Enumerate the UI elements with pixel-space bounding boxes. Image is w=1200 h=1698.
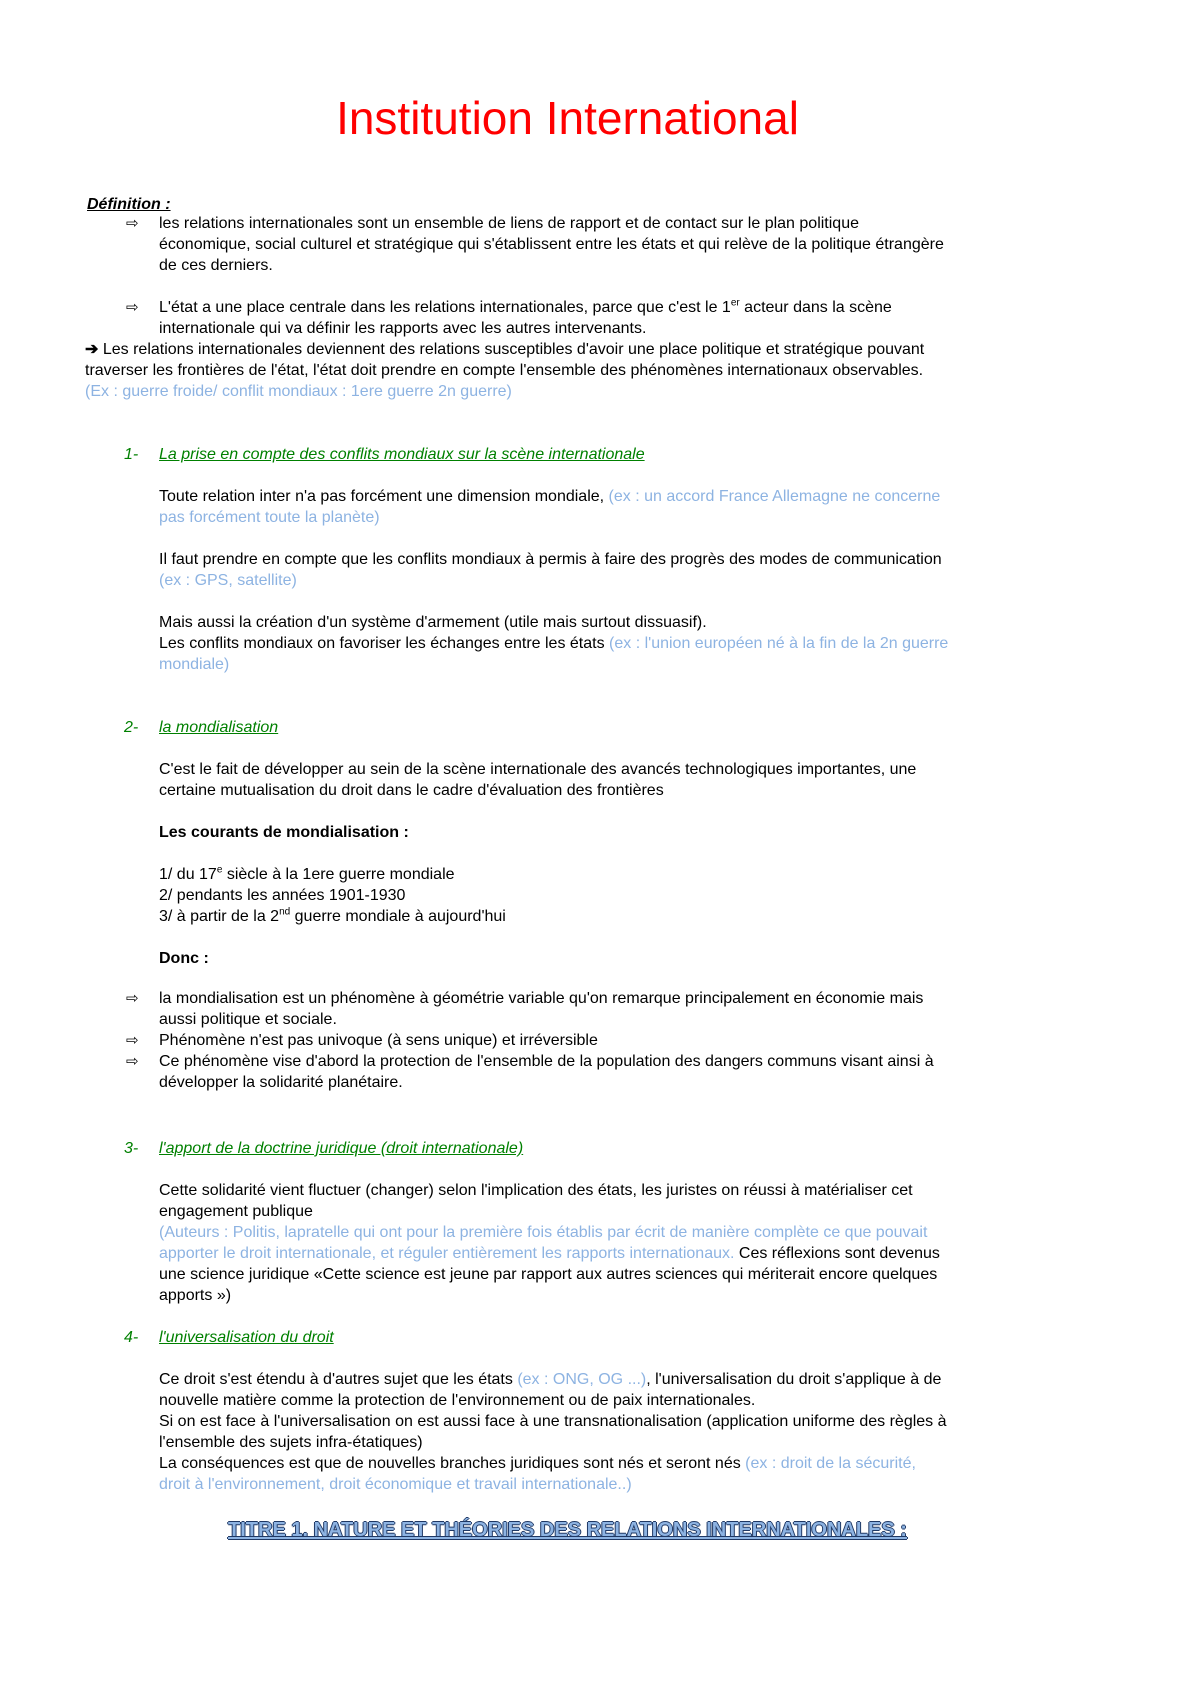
- arrow-bullet-icon: ⇨: [126, 1053, 139, 1070]
- donc-bullet3-line1: Ce phénomène vise d'abord la protection de l'ensemble de la population des dangers communs visant ainsi à: [159, 1053, 934, 1070]
- section1-p2-example: (ex : GPS, satellite): [159, 572, 297, 589]
- courant-1: 1/ du 17e siècle à la 1ere guerre mondiale: [159, 864, 455, 883]
- donc-bullet1-line2: aussi politique et sociale.: [159, 1011, 337, 1028]
- section4-line6: droit à l'environnement, droit économique et travail internationale..): [159, 1476, 632, 1493]
- section1-number: 1-: [124, 446, 139, 463]
- courant-2: 2/ pendants les années 1901-1930: [159, 887, 406, 904]
- section4-line2: nouvelle matière comme la protection de l'environnement ou de paix internationales.: [159, 1392, 756, 1409]
- courant-3: 3/ à partir de la 2nd guerre mondiale à aujourd'hui: [159, 906, 506, 925]
- donc-bullet2: Phénomène n'est pas univoque (à sens unique) et irréversible: [159, 1032, 598, 1049]
- section3-example-line2: apporter le droit internationale, et réguler entièrement les rapports internationaux. Ces réflexions sont devenus: [159, 1245, 940, 1262]
- arrow-bullet-icon: ⇨: [126, 299, 139, 316]
- section2-heading: la mondialisation: [159, 719, 279, 736]
- section1-p3-line2: Les conflits mondiaux on favoriser les échanges entre les états (ex : l'union européen né à la fin de la 2n guerre: [159, 635, 949, 652]
- donc-bullet1-line1: la mondialisation est un phénomène à géométrie variable qu'on remarque principalement en économie mais: [159, 990, 924, 1007]
- intro-example: (Ex : guerre froide/ conflit mondiaux : 1ere guerre 2n guerre): [85, 383, 512, 400]
- section4-heading: l'universalisation du droit: [159, 1329, 334, 1346]
- section1-p1-line1: Toute relation inter n'a pas forcément une dimension mondiale, (ex : un accord France Allemagne ne concerne: [159, 488, 941, 505]
- section4-line3: Si on est face à l'universalisation on est aussi face à une transnationalisation (application uniforme des règles à: [159, 1413, 947, 1430]
- donc-bullet3-line2: développer la solidarité planétaire.: [159, 1074, 403, 1091]
- section3-p1-line1: Cette solidarité vient fluctuer (changer) selon l'implication des états, les juristes on réussi à matérialiser cet: [159, 1182, 913, 1199]
- section1-p1-line2: pas forcément toute la planète): [159, 509, 380, 526]
- document-title: Institution International: [336, 92, 799, 144]
- arrow-bullet-icon: ⇨: [126, 1032, 139, 1049]
- section1-p2-line1: Il faut prendre en compte que les conflits mondiaux à permis à faire des progrès des modes de communication: [159, 551, 942, 568]
- intro-bullet2-line1: L'état a une place centrale dans les relations internationales, parce que c'est le 1er acteur dans la scène: [159, 297, 892, 316]
- section2-p1-line2: certaine mutualisation du droit dans le cadre d'évaluation des frontières: [159, 782, 664, 799]
- intro-bullet1-line1: les relations internationales sont un ensemble de liens de rapport et de contact sur le plan politique: [159, 215, 859, 232]
- section4-line4: l'ensemble des sujets infra-étatiques): [159, 1434, 423, 1451]
- intro-bullet2-line2: internationale qui va définir les rapports avec les autres intervenants.: [159, 320, 647, 337]
- section2-number: 2-: [124, 719, 139, 736]
- intro-conclusion-line1: ➔ Les relations internationales deviennent des relations susceptibles d'avoir une place politique et stratégique pouvant: [85, 341, 925, 358]
- section1-heading: La prise en compte des conflits mondiaux sur la scène internationale: [159, 446, 645, 463]
- section4-number: 4-: [124, 1329, 139, 1346]
- section3-p2-line2: une science juridique «Cette science est jeune par rapport aux autres sciences qui mériterait encore quelques: [159, 1266, 938, 1283]
- bold-arrow-icon: ➔: [85, 341, 99, 358]
- donc-label: Donc :: [159, 950, 209, 967]
- section4-line5: La conséquences est que de nouvelles branches juridiques sont nés et seront nés (ex : droit de la sécurité,: [159, 1455, 916, 1472]
- section2-p1-line1: C'est le fait de développer au sein de la scène internationale des avancés technologiques importantes, une: [159, 761, 917, 778]
- intro-bullet1-line2: économique, social culturel et stratégique qui s'établissent entre les états et qui relève de la politique étrangère: [159, 236, 944, 253]
- section3-heading: l'apport de la doctrine juridique (droit internationale): [159, 1140, 524, 1157]
- section3-p1-line2: engagement publique: [159, 1203, 313, 1220]
- courants-label: Les courants de mondialisation :: [159, 824, 409, 841]
- definition-label: Définition :: [87, 196, 171, 213]
- section4-line1: Ce droit s'est étendu à d'autres sujet que les états (ex : ONG, OG ...), l'universalisation du droit s'applique à de: [159, 1371, 942, 1388]
- section1-p3-line1: Mais aussi la création d'un système d'armement (utile mais surtout dissuasif).: [159, 614, 707, 631]
- section3-example-line1: (Auteurs : Politis, lapratelle qui ont pour la première fois établis par écrit de manière complète ce que pouvait: [159, 1224, 928, 1241]
- intro-bullet1-line3: de ces derniers.: [159, 257, 273, 274]
- titre-heading: TITRE 1. NATURE ET THÉORIES DES RELATIONS INTERNATIONALES :: [228, 1519, 907, 1541]
- arrow-bullet-icon: ⇨: [126, 990, 139, 1007]
- intro-conclusion-line2: traverser les frontières de l'état, l'état doit prendre en compte l'ensemble des phénomènes internationaux observables.: [85, 362, 924, 379]
- arrow-bullet-icon: ⇨: [126, 215, 139, 232]
- section3-p2-line3: apports »): [159, 1287, 232, 1304]
- section3-number: 3-: [124, 1140, 139, 1157]
- section1-p3-line3: mondiale): [159, 656, 230, 673]
